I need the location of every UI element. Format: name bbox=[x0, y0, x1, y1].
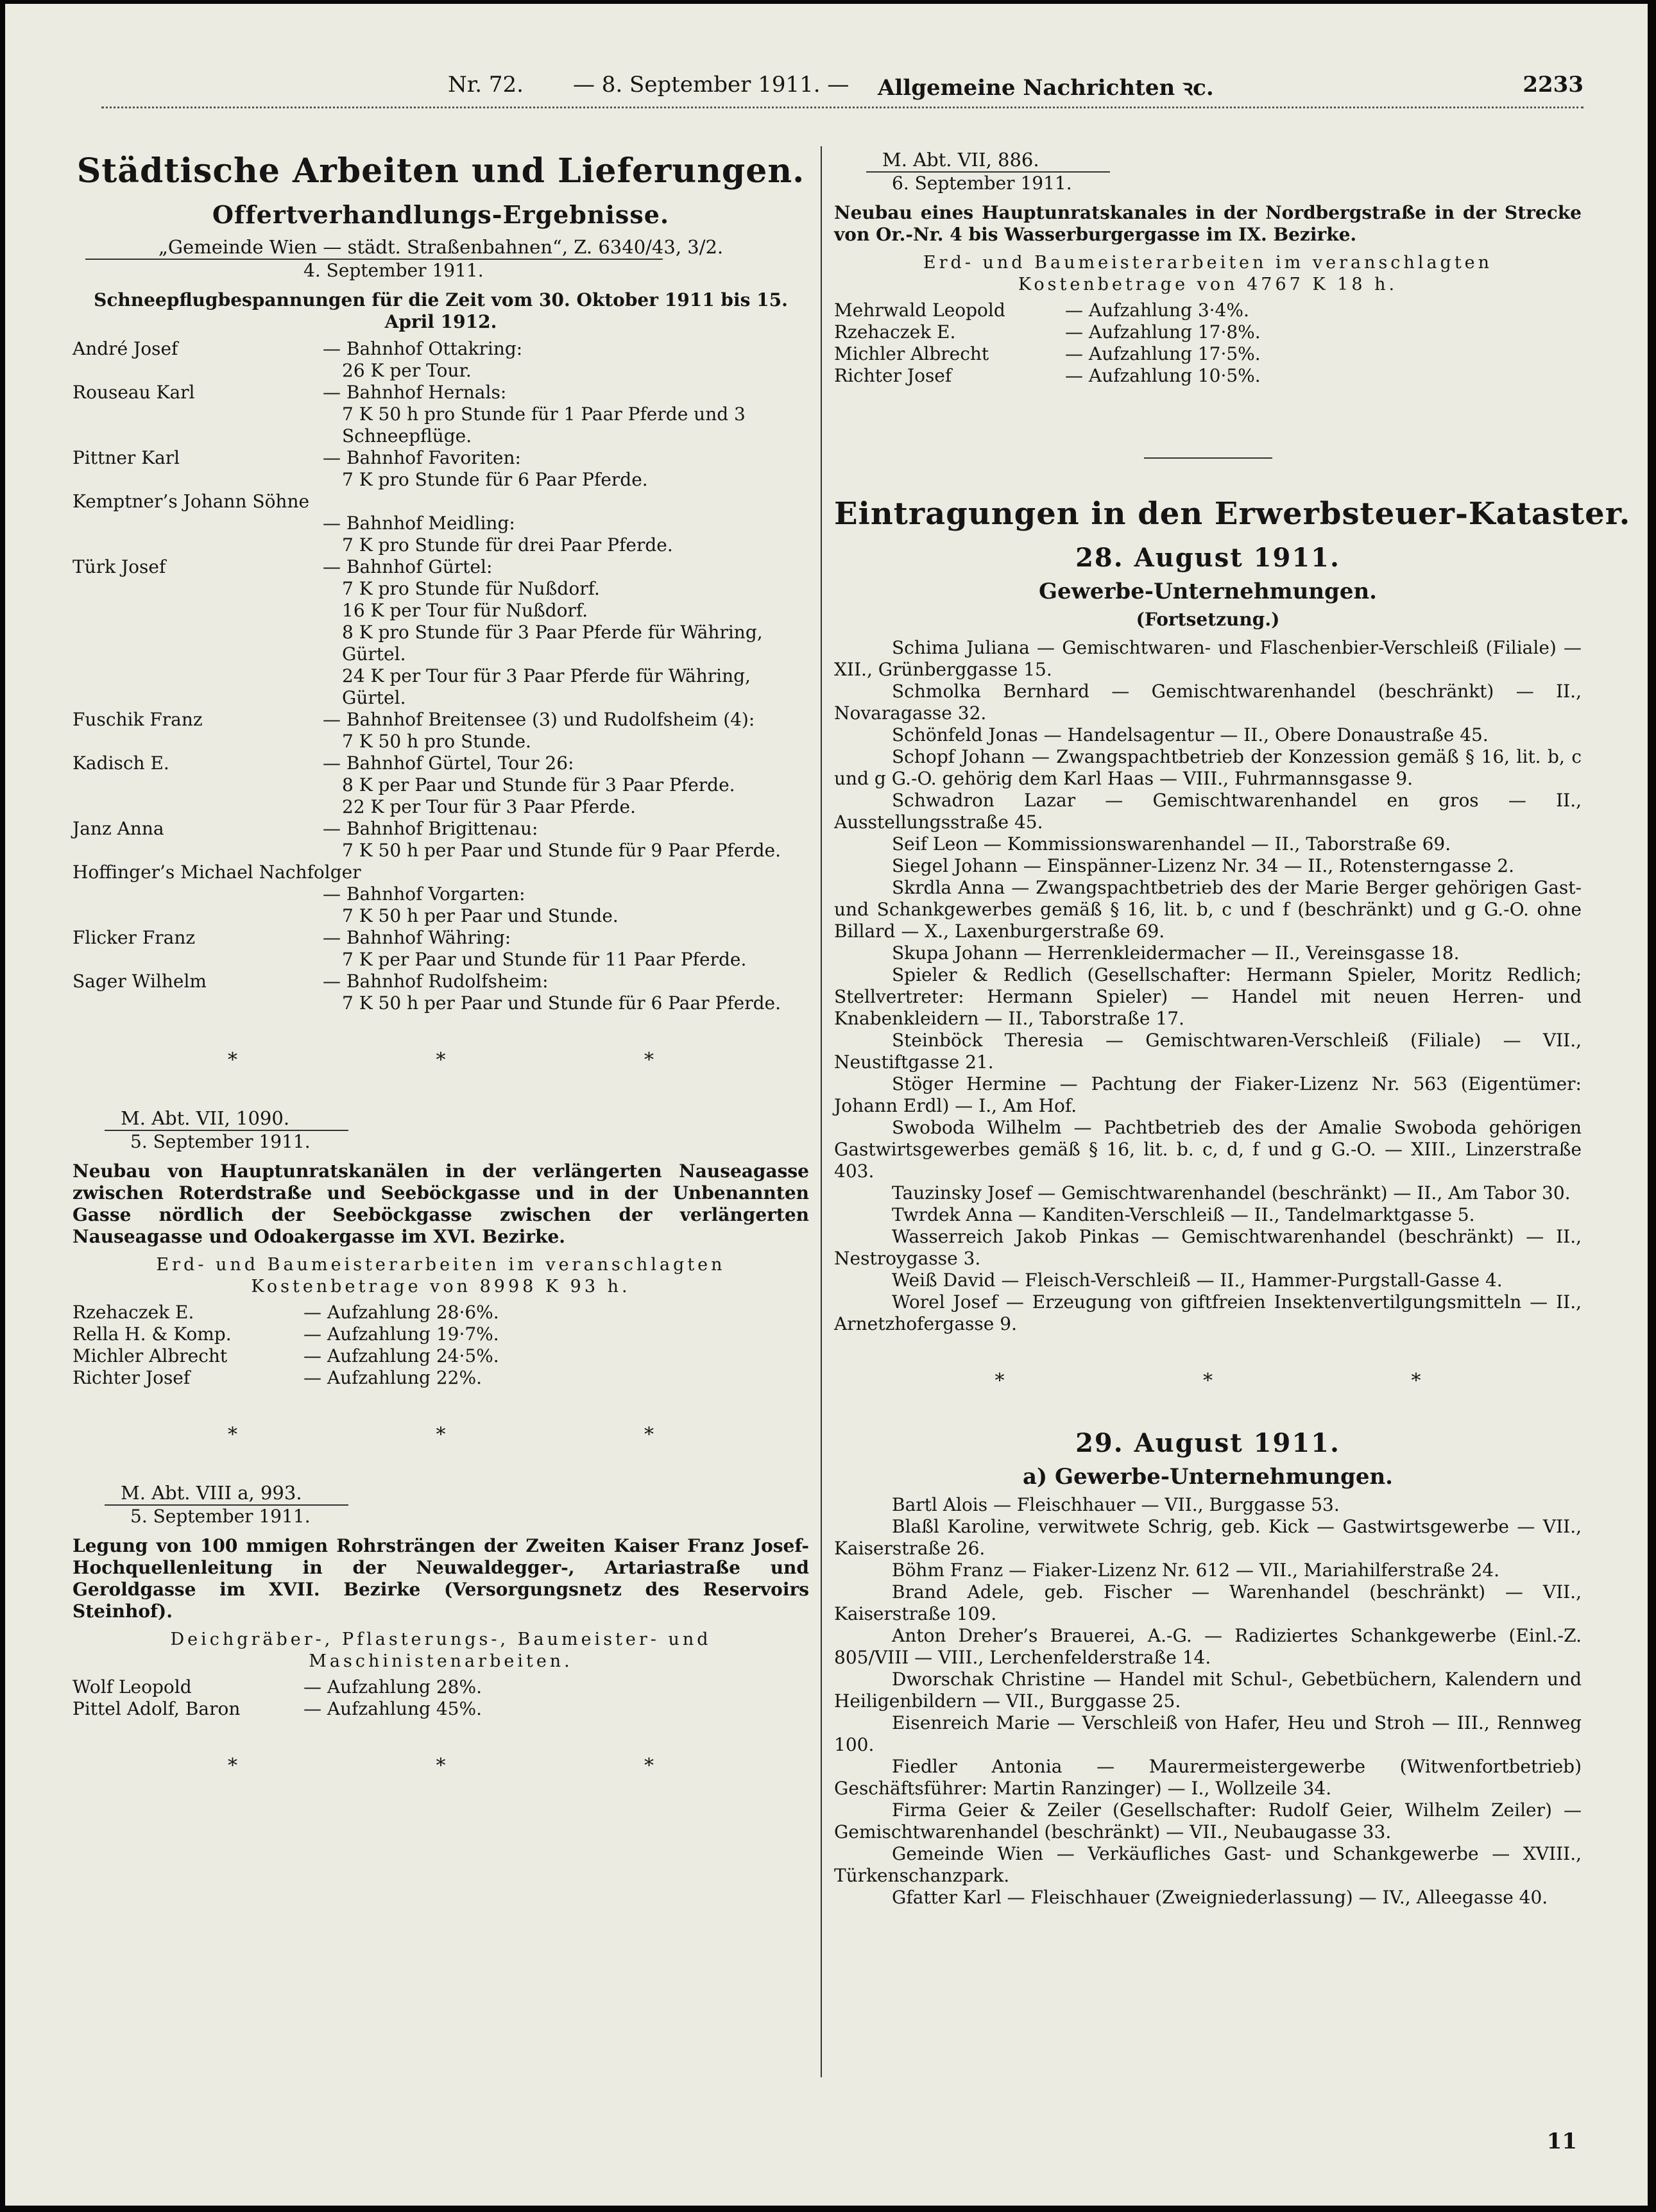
bid-line: — Bahnhof Hernals: bbox=[323, 382, 507, 403]
subtitle: Offertverhandlungs-Ergebnisse. bbox=[212, 200, 670, 229]
bidder-name: Rella H. & Komp. bbox=[73, 1323, 232, 1345]
bidder-name: Pittner Karl bbox=[73, 447, 180, 468]
bid-row bbox=[73, 1367, 809, 1389]
bid-value: — Aufzahlung 10·5%. bbox=[1065, 365, 1261, 386]
bid-line: 7 K pro Stunde für drei Paar Pferde. bbox=[342, 534, 673, 556]
bid-row bbox=[73, 1302, 809, 1323]
bid-value: — Aufzahlung 28%. bbox=[303, 1676, 482, 1697]
bid-line: — Bahnhof Breitensee (3) und Rudolfsheim (4): bbox=[323, 709, 755, 730]
bidder-name: André Josef bbox=[73, 338, 178, 359]
register-title: Eintragungen in den Erwerbsteuer-Kataster. bbox=[834, 496, 1631, 532]
bid-value: — Aufzahlung 3·4%. bbox=[1065, 300, 1249, 321]
register-entry: Gemeinde Wien — Verkäufliches Gast- und Schankgewerbe — XVIII., Türkenschanzpark. bbox=[834, 1843, 1582, 1886]
register-entry: Brand Adele, geb. Fischer — Warenhandel (beschränkt) — VII., Kaiserstraße 109. bbox=[834, 1581, 1582, 1624]
bid-line: — Bahnhof Gürtel, Tour 26: bbox=[323, 753, 574, 774]
bid-row bbox=[73, 1323, 809, 1345]
bidder-name: Michler Albrecht bbox=[73, 1345, 228, 1366]
main-title: Städtische Arbeiten und Lieferungen. bbox=[76, 151, 805, 191]
reference: M. Abt. VII, 1090. bbox=[121, 1107, 290, 1129]
bid-row bbox=[73, 753, 809, 818]
bid-value: — Aufzahlung 22%. bbox=[303, 1367, 482, 1388]
bidder-name: Flicker Franz bbox=[73, 927, 196, 948]
notice-date: 5. September 1911. bbox=[130, 1131, 311, 1152]
register-entry: Skrdla Anna — Zwangspachtbetrieb des der Marie Berger gehörigen Gast- und Schankgewerbes gemäß § 16, lit. b, c und f (beschränkt) und g G.-O. ohne Billard — X., Laxenburgerstraße 69. bbox=[834, 877, 1582, 942]
register-entry: Wasserreich Jakob Pinkas — Gemischtwarenhandel (beschränkt) — II., Nestroygasse 3. bbox=[834, 1226, 1582, 1269]
bid-row bbox=[73, 927, 809, 971]
bid-row bbox=[73, 556, 809, 709]
notice-subject: Neubau von Hauptunratskanälen in der verlängerten Nauseagasse zwischen Roterdstraße und Seeböckgasse und in der Unbenannten Gasse nördlich der Seeböckgasse zwischen der verlängerten Nauseagasse und Odoakergasse im XVI. Bezirke. bbox=[73, 1161, 809, 1247]
notice-subject: Legung von 100 mmigen Rohrsträngen der Zweiten Kaiser Franz Josef-Hochquellenleitung in der Neuwaldegger-, Artariastraße und Geroldgasse im XVII. Bezirke (Versorgungsnetz des Reservoirs Steinhof). bbox=[73, 1535, 809, 1622]
register-entries bbox=[834, 637, 1582, 1335]
bid-detail bbox=[323, 883, 809, 927]
bid-line: 8 K per Paar und Stunde für 3 Paar Pferde. bbox=[342, 774, 735, 795]
bid-row bbox=[73, 338, 809, 382]
issue-number: Nr. 72. bbox=[448, 72, 524, 98]
bidder-name: Fuschik Franz bbox=[73, 709, 203, 730]
register-entry: Weiß David — Fleisch-Verschleiß — II., Hammer-Purgstall-Gasse 4. bbox=[892, 1270, 1503, 1291]
bidder-name: Rzehaczek E. bbox=[73, 1302, 194, 1323]
bid-line: 7 K 50 h per Paar und Stunde für 9 Paar Pferde. bbox=[342, 840, 781, 861]
page-footer-number: 11 bbox=[1546, 2129, 1577, 2154]
bidder-name: Pittel Adolf, Baron bbox=[73, 1698, 241, 1719]
bidder-name: Türk Josef bbox=[73, 556, 166, 577]
register-entry: Blaßl Karoline, verwitwete Schrig, geb. Kick — Gastwirtsgewerbe — VII., Kaiserstraße 26. bbox=[834, 1516, 1582, 1559]
bid-list bbox=[834, 300, 1582, 387]
bidder-name: Kadisch E. bbox=[73, 753, 169, 774]
bid-line: — Bahnhof Brigittenau: bbox=[323, 818, 538, 839]
notice-subject: Schneepflugbespannungen für die Zeit vom 30. Oktober 1911 bis 15. April 1912. bbox=[94, 289, 788, 332]
bid-detail bbox=[323, 818, 809, 862]
bidder-name: Sager Wilhelm bbox=[73, 971, 207, 992]
bidder-name: Mehrwald Leopold bbox=[834, 300, 1005, 321]
bid-detail bbox=[323, 556, 809, 709]
bid-line: — Bahnhof Währing: bbox=[323, 927, 511, 948]
bid-line: 7 K pro Stunde für Nußdorf. bbox=[342, 578, 600, 599]
reference: M. Abt. VII, 886. bbox=[882, 149, 1039, 171]
bid-row bbox=[73, 1698, 809, 1720]
left-column bbox=[73, 148, 809, 1812]
bid-detail bbox=[323, 338, 809, 382]
reference: M. Abt. VIII a, 993. bbox=[121, 1482, 302, 1504]
register-entry: Stöger Hermine — Pachtung der Fiaker-Lizenz Nr. 563 (Eigentümer: Johann Erdl) — I., Am Hof. bbox=[834, 1073, 1582, 1116]
register-entry: Tauzinsky Josef — Gemischtwarenhandel (beschränkt) — II., Am Tabor 30. bbox=[892, 1182, 1571, 1204]
separator-stars: * * * bbox=[227, 1424, 751, 1446]
bid-line: — Bahnhof Ottakring: bbox=[323, 338, 523, 359]
register-entry: Worel Josef — Erzeugung von giftfreien Insektenvertilgungsmitteln — II., Arnetzhofergasse 9. bbox=[834, 1291, 1582, 1334]
notice-date: 5. September 1911. bbox=[130, 1506, 311, 1527]
bidder-name: Janz Anna bbox=[73, 818, 164, 839]
bidder-name: Michler Albrecht bbox=[834, 343, 989, 364]
bid-row bbox=[73, 447, 809, 491]
bid-row bbox=[73, 709, 809, 753]
notice-date: 4. September 1911. bbox=[303, 260, 484, 281]
bidder-name bbox=[73, 883, 323, 927]
bid-line: 22 K per Tour für 3 Paar Pferde. bbox=[342, 796, 636, 817]
bid-value: — Aufzahlung 28·6%. bbox=[303, 1302, 499, 1323]
bidder-name: Rouseau Karl bbox=[73, 382, 195, 403]
header-rule bbox=[101, 106, 1583, 108]
bid-row bbox=[73, 1676, 809, 1698]
bid-detail bbox=[323, 382, 809, 447]
newspaper-page bbox=[5, 4, 1648, 2206]
reference: „Gemeinde Wien — städt. Straßenbahnen“, Z. 6340/43, 3/2. bbox=[158, 236, 724, 258]
notice-subject: Neubau eines Hauptunratskanales in der Nordbergstraße in der Strecke von Or.-Nr. 4 bis Wasserburgergasse im IX. Bezirke. bbox=[834, 202, 1582, 245]
issue-date: — 8. September 1911. — bbox=[573, 72, 849, 98]
bid-value: — Aufzahlung 17·8%. bbox=[1065, 321, 1261, 343]
bid-detail bbox=[323, 513, 809, 556]
register-entry: Dworschak Christine — Handel mit Schul-, Gebetbüchern, Kalendern und Heiligenbildern — VII., Burggasse 25. bbox=[834, 1669, 1582, 1712]
bid-line: 16 K per Tour für Nußdorf. bbox=[342, 600, 588, 621]
bid-detail bbox=[323, 753, 809, 818]
section-heading: Gewerbe-Unternehmungen. bbox=[1038, 579, 1378, 604]
page-number: 2233 bbox=[1523, 72, 1583, 98]
register-entry: Schmolka Bernhard — Gemischtwarenhandel (beschränkt) — II., Novaragasse 32. bbox=[834, 681, 1582, 724]
register-entry: Schönfeld Jonas — Handelsagentur — II., Obere Donaustraße 45. bbox=[892, 724, 1489, 745]
section-heading: a) Gewerbe-Unternehmungen. bbox=[1022, 1464, 1394, 1490]
bid-list bbox=[73, 1676, 809, 1720]
register-date: 29. August 1911. bbox=[1075, 1428, 1340, 1458]
bid-detail bbox=[323, 709, 809, 753]
bidder-name: Hoffinger’s Michael Nachfolger bbox=[73, 862, 361, 883]
register-entries bbox=[834, 1494, 1582, 1909]
bid-value: — Aufzahlung 19·7%. bbox=[303, 1323, 499, 1345]
bid-line: 7 K 50 h pro Stunde für 1 Paar Pferde und 3 Schneepflüge. bbox=[342, 404, 746, 447]
register-entry: Bartl Alois — Fleischhauer — VII., Burggasse 53. bbox=[892, 1494, 1340, 1515]
register-entry: Twrdek Anna — Kanditen-Verschleiß — II., Tandelmarktgasse 5. bbox=[892, 1204, 1475, 1225]
separator-stars: * * * bbox=[227, 1049, 751, 1071]
bid-row bbox=[834, 300, 1582, 321]
bid-value: — Aufzahlung 24·5%. bbox=[303, 1345, 499, 1366]
bid-row bbox=[834, 321, 1582, 343]
bidder-name: Richter Josef bbox=[73, 1367, 191, 1388]
bid-line: 24 K per Tour für 3 Paar Pferde für Währing, Gürtel. bbox=[342, 665, 751, 708]
bid-row bbox=[73, 1345, 809, 1367]
register-entry: Seif Leon — Kommissionswarenhandel — II., Taborstraße 69. bbox=[892, 833, 1451, 855]
bid-detail bbox=[323, 447, 809, 491]
bid-row bbox=[73, 491, 809, 513]
section-rule bbox=[1144, 457, 1272, 459]
right-column bbox=[834, 148, 1631, 1909]
bid-row bbox=[834, 343, 1582, 365]
bid-row bbox=[73, 971, 809, 1014]
bid-row bbox=[834, 365, 1582, 387]
bid-row bbox=[73, 862, 809, 883]
register-entry: Schwadron Lazar — Gemischtwarenhandel en gros — II., Ausstellungsstraße 45. bbox=[834, 790, 1582, 833]
register-entry: Spieler & Redlich (Gesellschafter: Hermann Spieler, Moritz Redlich; Stellvertreter: Hermann Spieler) — Handel mit neuen Herren- und Knabenkleidern — II., Taborstraße 17. bbox=[834, 964, 1582, 1029]
separator-stars: * * * bbox=[227, 1755, 751, 1777]
bidder-name: Richter Josef bbox=[834, 365, 952, 386]
register-entry: Anton Dreher’s Brauerei, A.-G. — Radiziertes Schankgewerbe (Einl.-Z. 805/VIII — VIII., Lerchenfelderstraße 14. bbox=[834, 1625, 1582, 1668]
work-description: Erd- und Baumeisterarbeiten im veranschlagten Kostenbetrage von 8998 K 93 h. bbox=[156, 1255, 726, 1297]
continuation-note: (Fortsetzung.) bbox=[1136, 609, 1280, 630]
work-description: Erd- und Baumeisterarbeiten im veranschlagten Kostenbetrage von 4767 K 18 h. bbox=[923, 253, 1493, 294]
bid-line: — Bahnhof Vorgarten: bbox=[323, 883, 525, 905]
bid-line: 7 K 50 h per Paar und Stunde. bbox=[342, 905, 619, 926]
bid-list bbox=[73, 1302, 809, 1389]
bid-line: 26 K per Tour. bbox=[342, 360, 472, 381]
bid-line: 8 K pro Stunde für 3 Paar Pferde für Währing, Gürtel. bbox=[342, 622, 763, 665]
register-date: 28. August 1911. bbox=[1075, 543, 1340, 573]
bidder-name bbox=[73, 513, 323, 556]
column-divider bbox=[821, 146, 822, 2077]
register-entry: Schima Juliana — Gemischtwaren- und Flaschenbier-Verschleiß (Filiale) — XII., Grünberggasse 15. bbox=[834, 637, 1582, 680]
register-entry: Böhm Franz — Fiaker-Lizenz Nr. 612 — VII., Mariahilferstraße 24. bbox=[892, 1560, 1499, 1581]
register-entry: Swoboda Wilhelm — Pachtbetrieb des der Amalie Swoboda gehörigen Gastwirtsgewerbes gemäß § 16, lit. b. c, d, f und g G.-O. — XIII., Linzerstraße 403. bbox=[834, 1117, 1582, 1182]
bid-line: — Bahnhof Rudolfsheim: bbox=[323, 971, 549, 992]
bid-value: — Aufzahlung 17·5%. bbox=[1065, 343, 1261, 364]
bid-detail bbox=[323, 971, 809, 1014]
register-entry: Skupa Johann — Herrenkleidermacher — II., Vereinsgasse 18. bbox=[892, 942, 1460, 964]
bid-row bbox=[73, 513, 809, 556]
bid-row bbox=[73, 883, 809, 927]
bid-line: 7 K pro Stunde für 6 Paar Pferde. bbox=[342, 469, 648, 490]
register-entry: Siegel Johann — Einspänner-Lizenz Nr. 34 — II., Rotensterngasse 2. bbox=[892, 855, 1514, 876]
bid-detail bbox=[323, 927, 809, 971]
bid-row bbox=[73, 818, 809, 862]
separator-stars: * * * bbox=[994, 1370, 1517, 1392]
bid-line: 7 K per Paar und Stunde für 11 Paar Pferde. bbox=[342, 949, 747, 970]
register-entry: Eisenreich Marie — Verschleiß von Hafer, Heu und Stroh — III., Rennweg 100. bbox=[834, 1712, 1582, 1755]
bid-line: — Bahnhof Meidling: bbox=[323, 513, 515, 534]
bidder-name: Rzehaczek E. bbox=[834, 321, 956, 343]
bid-list bbox=[73, 338, 809, 1014]
bid-line: — Bahnhof Favoriten: bbox=[323, 447, 521, 468]
bid-line: 7 K 50 h pro Stunde. bbox=[342, 731, 531, 752]
bid-line: 7 K 50 h per Paar und Stunde für 6 Paar Pferde. bbox=[342, 992, 781, 1014]
bid-line: — Bahnhof Gürtel: bbox=[323, 556, 493, 577]
section-header: Allgemeine Nachrichten ꝛc. bbox=[878, 75, 1214, 101]
bidder-name: Wolf Leopold bbox=[73, 1676, 192, 1697]
register-entry: Gfatter Karl — Fleischhauer (Zweigniederlassung) — IV., Alleegasse 40. bbox=[892, 1887, 1548, 1908]
bid-value: — Aufzahlung 45%. bbox=[303, 1698, 482, 1719]
work-description: Deichgräber-, Pflasterungs-, Baumeister- und Maschinistenarbeiten. bbox=[170, 1629, 712, 1671]
notice-date: 6. September 1911. bbox=[892, 173, 1072, 194]
bidder-name: Kemptner’s Johann Söhne bbox=[73, 491, 310, 512]
bid-row bbox=[73, 382, 809, 447]
register-entry: Fiedler Antonia — Maurermeistergewerbe (Witwenfortbetrieb) Geschäftsführer: Martin Ranzinger) — I., Wollzeile 34. bbox=[834, 1756, 1582, 1799]
register-entry: Steinböck Theresia — Gemischtwaren-Verschleiß (Filiale) — VII., Neustiftgasse 21. bbox=[834, 1030, 1582, 1073]
register-entry: Schopf Johann — Zwangspachtbetrieb der Konzession gemäß § 16, lit. b, c und g G.-O. gehörig dem Karl Haas — VIII., Fuhrmannsgasse 9. bbox=[834, 746, 1582, 789]
register-entry: Firma Geier & Zeiler (Gesellschafter: Rudolf Geier, Wilhelm Zeiler) — Gemischtwarenhandel (beschränkt) — VII., Neubaugasse 33. bbox=[834, 1799, 1582, 1842]
